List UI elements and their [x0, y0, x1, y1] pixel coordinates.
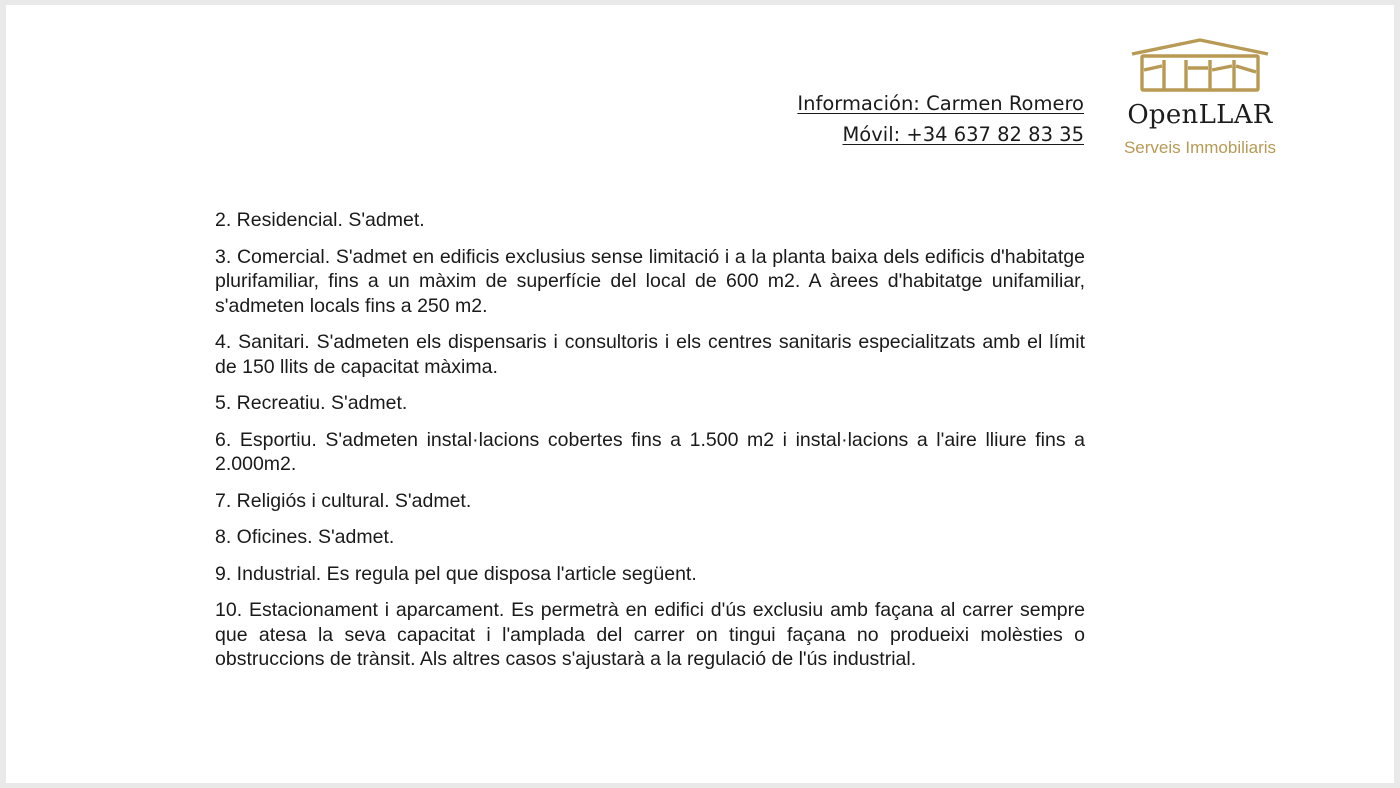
list-item: 10. Estacionament i aparcament. Es permetrà en edifici d'ús exclusiu amb façana al carrer sempre que atesa la seva capacitat i l'amplada del carrer on tingui façana no produeixi molèsties o obstruccions de trànsit. Als altres casos s'ajustarà a la regulació de l'ús industrial. — [215, 599, 1085, 670]
contact-info: Información: Carmen Romero — [797, 92, 1084, 115]
list-item: 2. Residencial. S'admet. — [215, 209, 425, 231]
contact-mobile: Móvil: +34 637 82 83 35 — [842, 123, 1084, 146]
openllar-logo — [1100, 36, 1300, 166]
list-item: 6. Esportiu. S'admeten instal·lacions cobertes fins a 1.500 m2 i instal·lacions a l'aire lliure fins a 2.000m2. — [215, 428, 1085, 475]
contact-block — [797, 88, 1084, 150]
list-item: 3. Comercial. S'admet en edificis exclusius sense limitació i a la planta baixa dels edificis d'habitatge plurifamiliar, fins a un màxim de superfície del local de 600 m2. A àrees d'habitatge unifamiliar, s'admeten locals fins a 250 m2. — [215, 245, 1085, 317]
logo-subtitle: Serveis Immobiliaris — [1123, 138, 1277, 157]
list-item: 5. Recreatiu. S'admet. — [215, 392, 408, 414]
logo-name: OpenLLAR — [1127, 100, 1273, 130]
list-item: 9. Industrial. Es regula pel que disposa l'article següent. — [215, 562, 697, 585]
list-item: 4. Sanitari. S'admeten els dispensaris i consultoris i els centres sanitaris especialitzats amb el límit de 150 llits de capacitat màxima. — [215, 331, 1085, 378]
list-item: 7. Religiós i cultural. S'admet. — [215, 489, 472, 512]
document-body — [215, 208, 1085, 684]
house-outline-icon — [1128, 36, 1272, 94]
list-item: 8. Oficines. S'admet. — [215, 526, 395, 548]
